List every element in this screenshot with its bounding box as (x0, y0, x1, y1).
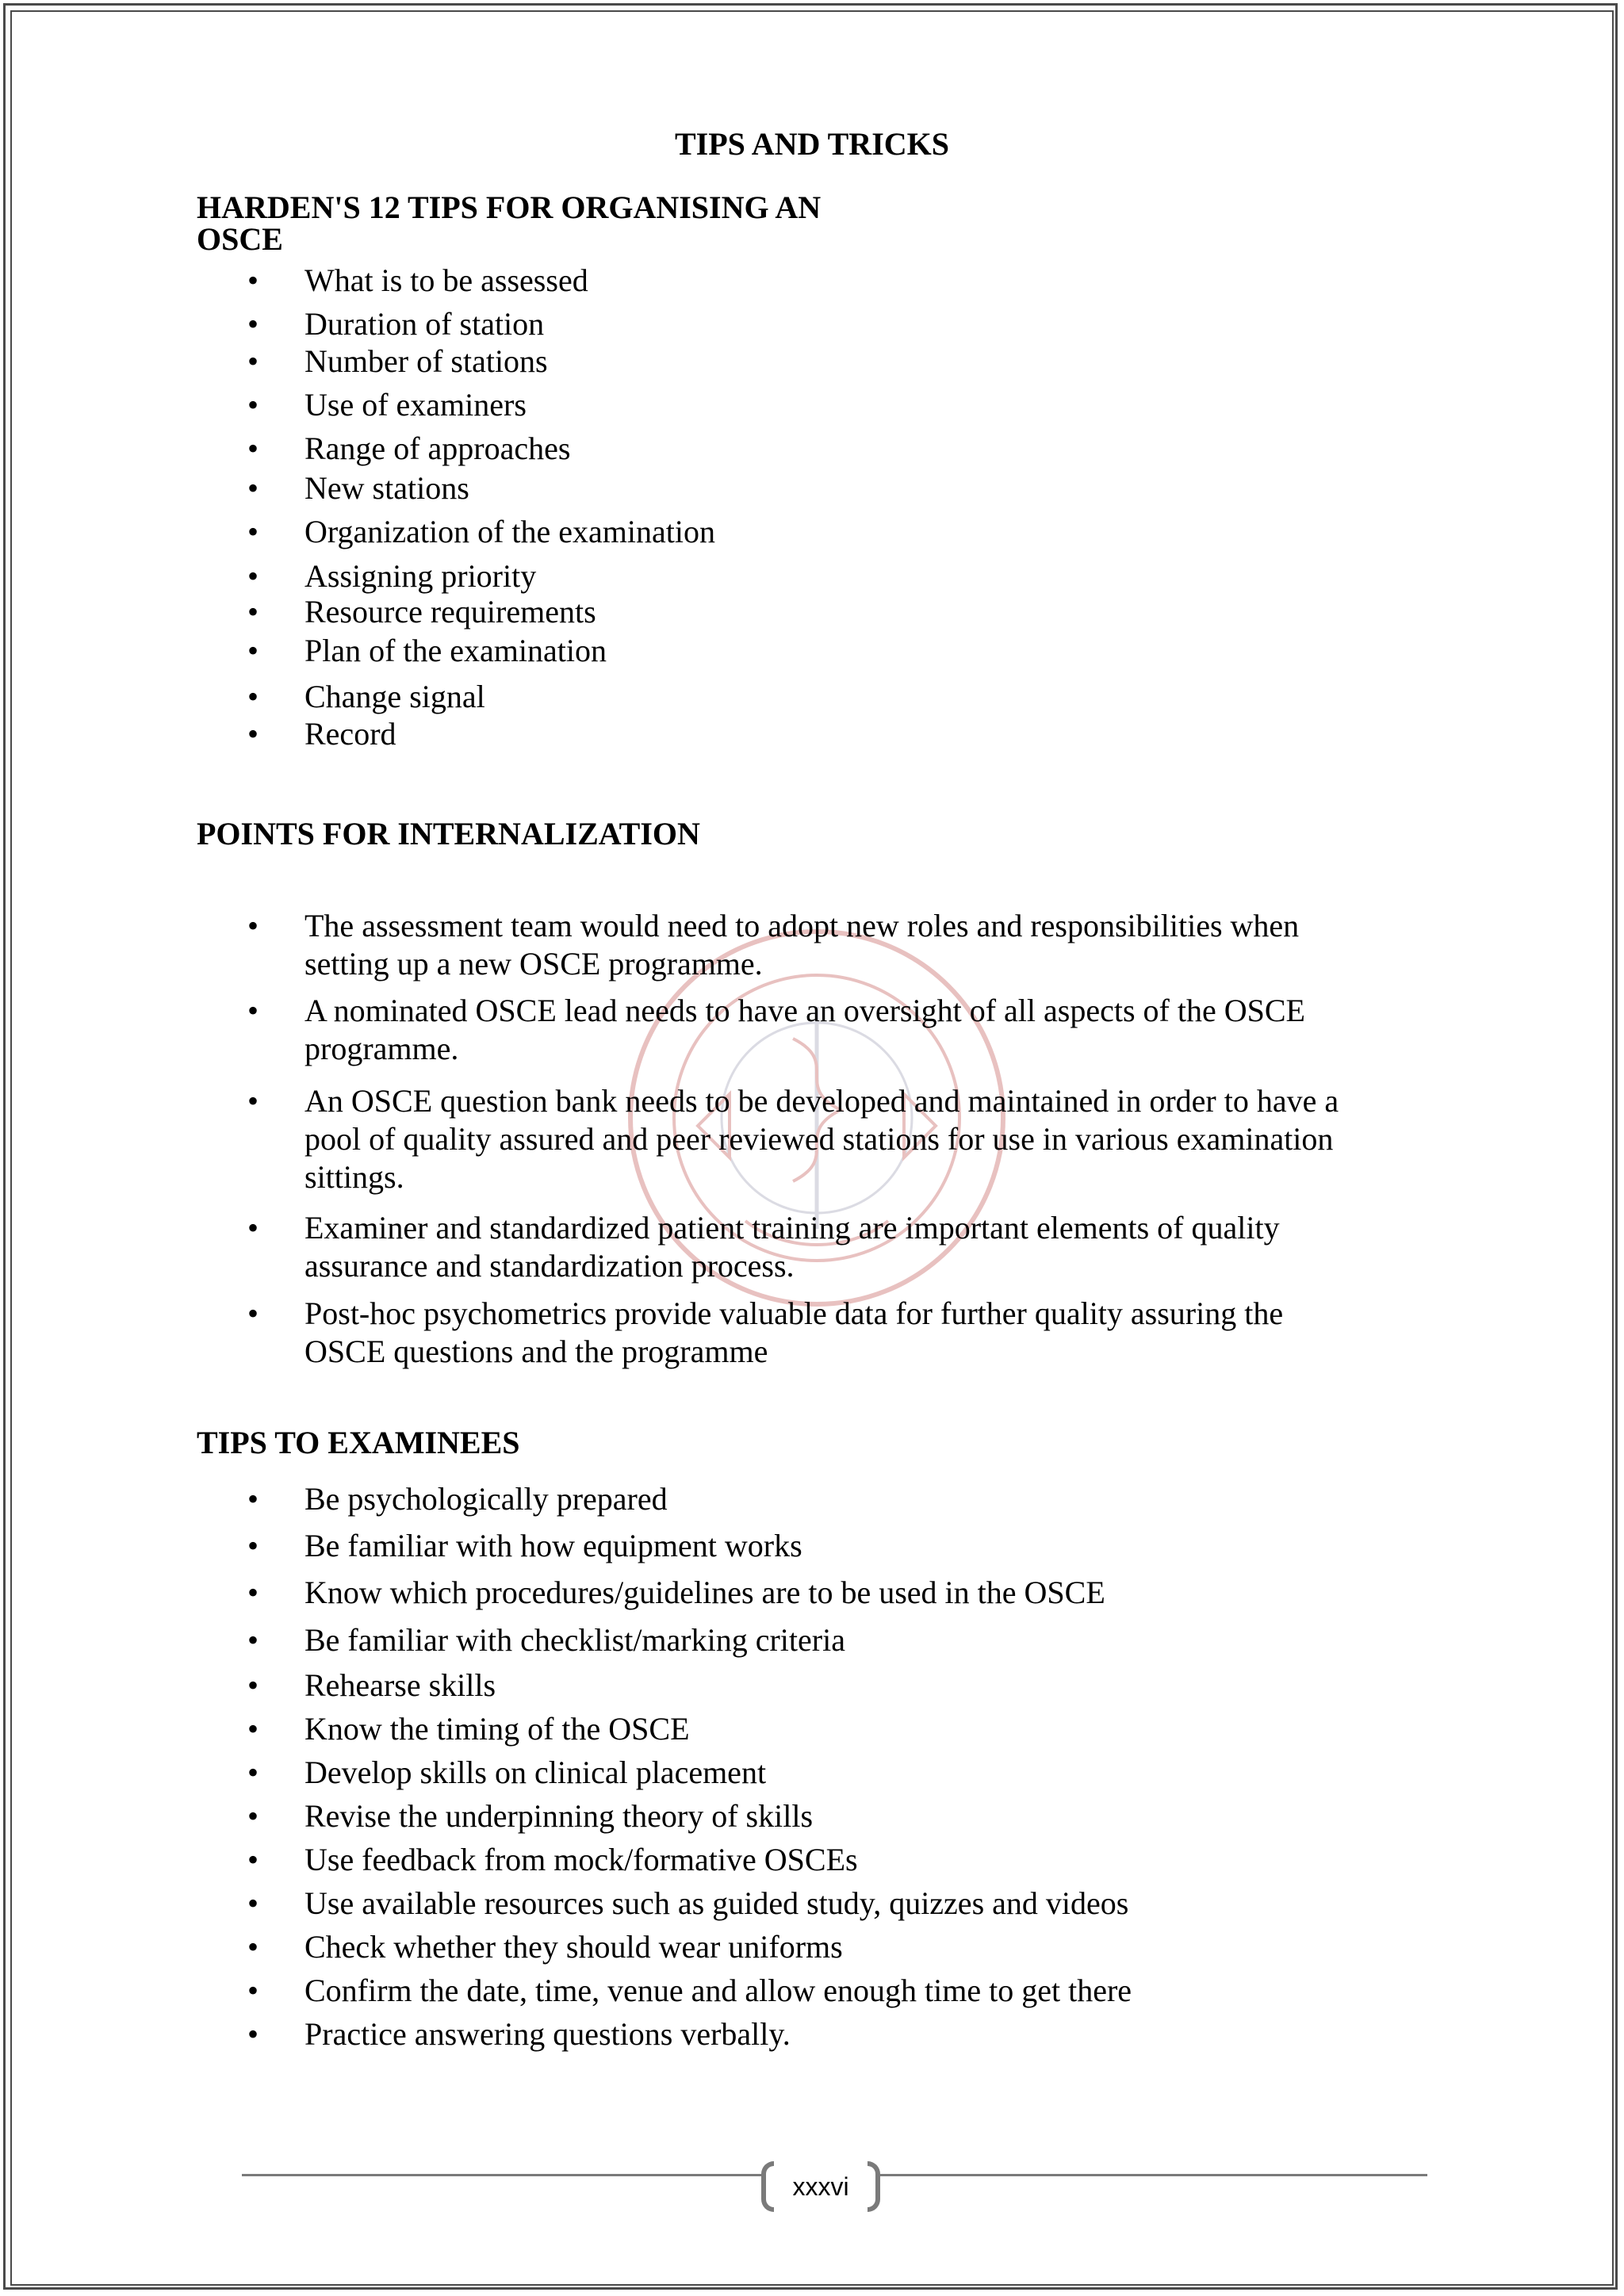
list-item-text: Know which procedures/guidelines are to be used in the OSCE (304, 1575, 1105, 1610)
list-item-text: Record (304, 716, 396, 752)
bullet-icon: • (247, 1929, 259, 1965)
list-item-line: assurance and standardization process. (304, 1248, 795, 1284)
bullet-icon: • (247, 679, 259, 714)
list-item-line: programme. (304, 1031, 459, 1066)
list-item-line: setting up a new OSCE programme. (304, 946, 763, 982)
list-item-line: A nominated OSCE lead needs to have an oversight of all aspects of the OSCE (304, 993, 1305, 1028)
list-item-text: Revise the underpinning theory of skills (304, 1798, 814, 1834)
list-item-text: Be familiar with checklist/marking criteria (304, 1622, 845, 1658)
bullet-icon: • (247, 908, 259, 943)
section-heading: POINTS FOR INTERNALIZATION (197, 816, 700, 851)
list-item-text: Confirm the date, time, venue and allow enough time to get there (304, 1973, 1132, 2008)
list-item-text: Assigning priority (304, 558, 537, 594)
list-item-text (304, 907, 1431, 983)
list-item-line: OSCE questions and the programme (304, 1334, 768, 1369)
list-item-text: Use available resources such as guided study, quizzes and videos (304, 1885, 1129, 1921)
list-item-text: New stations (304, 470, 469, 506)
list-item-text: Number of stations (304, 343, 548, 379)
bullet-icon: • (247, 716, 259, 752)
list-item-text: Organization of the examination (304, 514, 715, 549)
bullet-icon: • (247, 1622, 259, 1658)
list-item-text: Range of approaches (304, 430, 571, 466)
list-item-text: Use of examiners (304, 387, 527, 423)
bullet-icon: • (247, 1885, 259, 1921)
bullet-icon: • (247, 1210, 259, 1246)
list-item-line: sittings. (304, 1159, 404, 1195)
section-heading (197, 189, 822, 257)
list-item-line: An OSCE question bank needs to be developed and maintained in order to have a (304, 1083, 1339, 1119)
list-item-text (304, 1082, 1431, 1196)
list-item-text: Be familiar with how equipment works (304, 1528, 802, 1563)
section-heading-line: OSCE (197, 221, 283, 257)
bullet-icon: • (247, 1842, 259, 1877)
bullet-icon: • (247, 594, 259, 629)
bullet-icon: • (247, 262, 259, 298)
bullet-icon: • (247, 1575, 259, 1610)
list-item-line: Post-hoc psychometrics provide valuable data for further quality assuring the (304, 1295, 1284, 1331)
list-item-text: Resource requirements (304, 594, 596, 629)
list-item-text (304, 992, 1431, 1068)
footer-rule-right (879, 2174, 1427, 2176)
bullet-icon: • (247, 1798, 259, 1834)
bullet-icon: • (247, 1295, 259, 1331)
list-item-text: Practice answering questions verbally. (304, 2016, 791, 2052)
list-item-line: Examiner and standardized patient training are important elements of quality (304, 1210, 1280, 1246)
list-item-line: The assessment team would need to adopt new roles and responsibilities when (304, 908, 1300, 943)
bullet-icon: • (247, 430, 259, 466)
bullet-icon: • (247, 1083, 259, 1119)
list-item-text: Plan of the examination (304, 633, 607, 668)
list-item-text (304, 1295, 1431, 1371)
section-heading: TIPS TO EXAMINEES (197, 1425, 520, 1460)
bullet-icon: • (247, 1481, 259, 1517)
list-item-text: What is to be assessed (304, 262, 588, 298)
footer-rule-left (242, 2174, 761, 2176)
list-item-text: Know the timing of the OSCE (304, 1711, 690, 1747)
list-item-text: Rehearse skills (304, 1667, 496, 1703)
bullet-icon: • (247, 1711, 259, 1747)
bullet-icon: • (247, 558, 259, 594)
bullet-icon: • (247, 993, 259, 1028)
left-bracket-icon (761, 2161, 774, 2212)
bullet-icon: • (247, 1755, 259, 1790)
list-item-text: Be psychologically prepared (304, 1481, 668, 1517)
page-title: TIPS AND TRICKS (674, 126, 950, 162)
bullet-icon: • (247, 343, 259, 379)
list-item-text: Check whether they should wear uniforms (304, 1929, 843, 1965)
list-item-text: Use feedback from mock/formative OSCEs (304, 1842, 858, 1877)
bullet-icon: • (247, 387, 259, 423)
bullet-icon: • (247, 306, 259, 342)
right-bracket-icon (868, 2161, 880, 2212)
bullet-icon: • (247, 1528, 259, 1563)
bullet-icon: • (247, 1667, 259, 1703)
bullet-icon: • (247, 2016, 259, 2052)
bullet-icon: • (247, 470, 259, 506)
list-item-text (304, 1209, 1431, 1285)
bullet-icon: • (247, 514, 259, 549)
bullet-icon: • (247, 633, 259, 668)
list-item-text: Develop skills on clinical placement (304, 1755, 767, 1790)
list-item-text: Change signal (304, 679, 485, 714)
section-heading-line: HARDEN'S 12 TIPS FOR ORGANISING AN (197, 189, 822, 225)
list-item-text: Duration of station (304, 306, 545, 342)
page-number: xxxvi (792, 2172, 849, 2201)
bullet-icon: • (247, 1973, 259, 2008)
list-item-line: pool of quality assured and peer reviewed stations for use in various examination (304, 1121, 1334, 1157)
